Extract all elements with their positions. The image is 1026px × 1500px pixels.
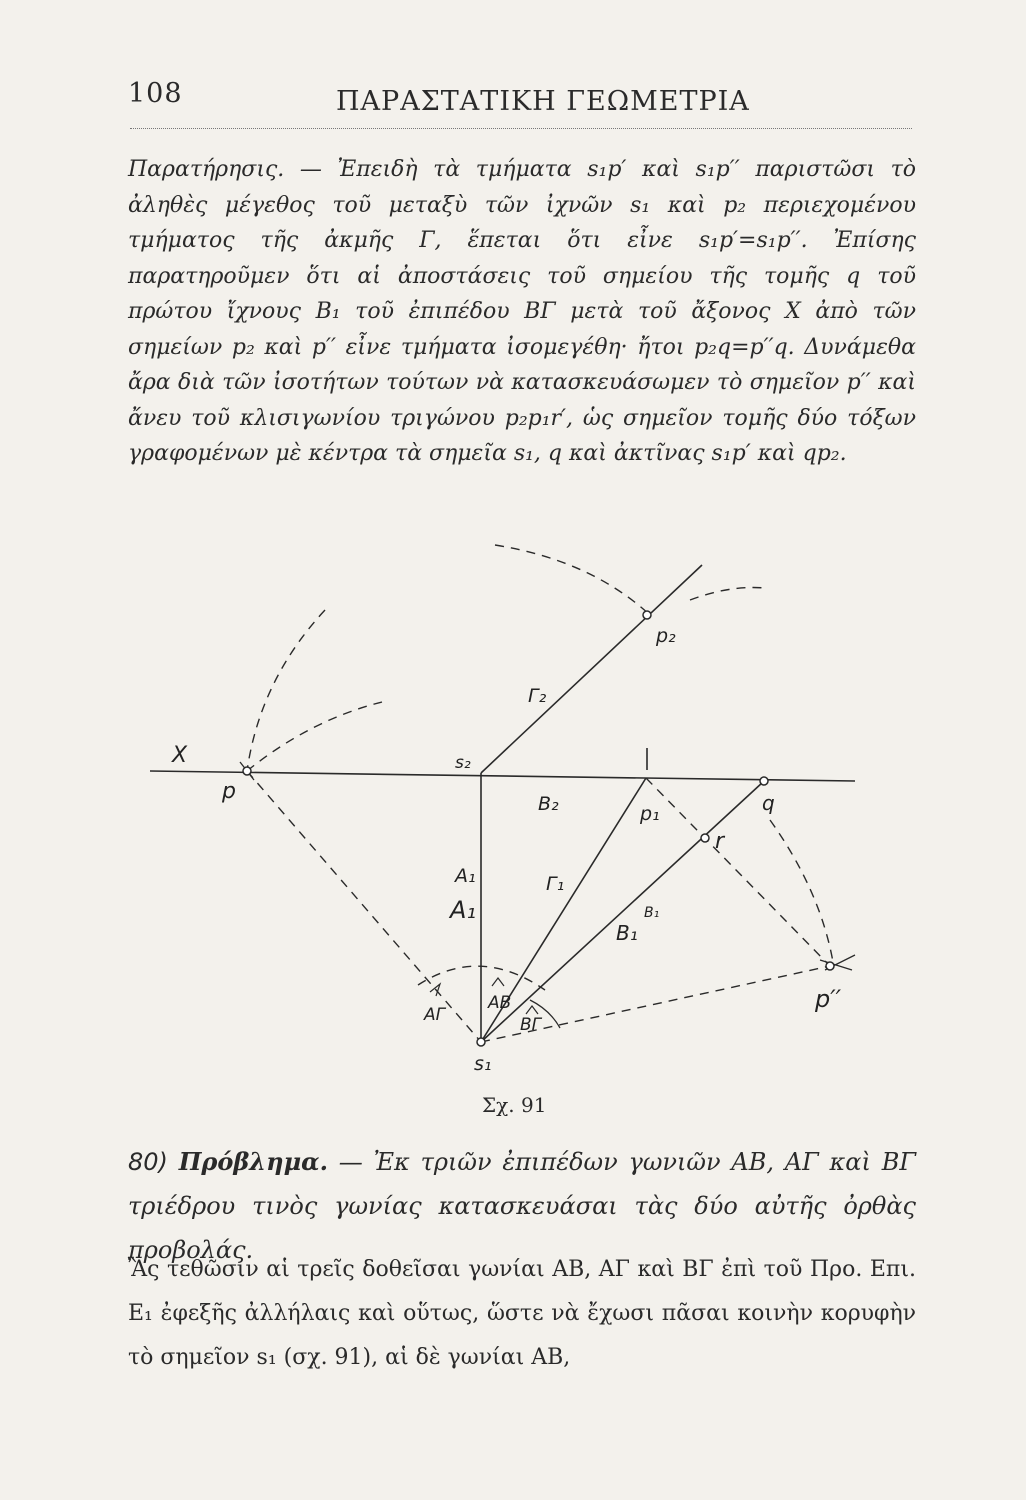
label-b1-a: B₁ xyxy=(616,921,638,945)
point-q xyxy=(760,777,768,785)
label-p1: p₁ xyxy=(640,803,660,825)
label-q: q xyxy=(762,791,775,815)
point-s1 xyxy=(477,1038,485,1046)
axis-x-line xyxy=(150,771,855,781)
arc-left-short xyxy=(247,702,382,771)
label-g1: Γ₁ xyxy=(546,873,565,895)
construction-diagram xyxy=(150,530,910,1090)
label-b1-b: B₁ xyxy=(644,905,660,921)
running-title: ΠΑΡΑΣΤΑΤΙΚΗ ΓΕΩΜΕΤΡΙΑ xyxy=(336,86,750,117)
label-b2: B₂ xyxy=(538,793,559,815)
header-rule xyxy=(130,128,912,129)
label-angle-bg: BΓ xyxy=(520,1015,542,1035)
arc-top xyxy=(495,545,650,615)
label-r: r xyxy=(715,829,725,854)
label-a1-lower: A₁ xyxy=(450,896,477,924)
point-r xyxy=(701,834,709,842)
label-g2: Γ₂ xyxy=(528,685,547,707)
arc-right xyxy=(690,588,765,601)
label-angle-ab: AB xyxy=(488,993,512,1013)
line-b1 xyxy=(481,782,763,1042)
problem-title: Πρόβλημα. xyxy=(178,1147,328,1176)
figure-caption: Σχ. 91 xyxy=(482,1093,547,1117)
label-pdd: p′′ xyxy=(815,985,842,1013)
page-number: 108 xyxy=(128,78,183,109)
hat-ab xyxy=(492,978,504,986)
point-p2 xyxy=(643,611,651,619)
problem-number: 80) xyxy=(128,1148,168,1176)
label-s1: s₁ xyxy=(474,1053,492,1075)
remark-text: — Ἐπειδὴ τὰ τμήματα s₁p′ καὶ s₁p′′ παριστῶσι τὸ ἀληθὲς μέγεθος τοῦ μεταξὺ τῶν ἰχνῶν s₁ καὶ p₂ περιεχομένου τμήματος τῆς ἀκμῆς Γ, ἕπεται ὅτι εἶνε s₁p′=s₁p′′. Ἐπίσης παρατηροῦμεν ὅτι αἱ ἀποστάσεις τοῦ σημείου τῆς τομῆς q τοῦ πρώτου ἴχνους B₁ τοῦ ἐπιπέδου BΓ μετὰ τοῦ ἄξονος X ἀπὸ τῶν σημείων p₂ καὶ p′′ εἶνε τμήματα ἰσομεγέθη· ἤτοι p₂q=p′′q. Δυνάμεθα ἄρα διὰ τῶν ἰσοτήτων τούτων νὰ κατασκευάσωμεν τὸ σημεῖον p′′ καὶ ἄνευ τοῦ κλισιγωνίου τριγώνου p₂p₁r′, ὡς σημεῖον τομῆς δύο τόξων γραφομένων μὲ κέντρα τὰ σημεῖα s₁, q καὶ ἀκτῖνας s₁p′ καὶ qp₂. xyxy=(128,157,916,466)
hat-ag xyxy=(430,984,440,996)
pdd-tick-2 xyxy=(820,960,852,970)
arc-pdd xyxy=(770,820,833,962)
figure-91 xyxy=(150,530,910,1090)
hat-bg xyxy=(526,1006,538,1014)
dashed-p-s1 xyxy=(247,771,481,1042)
problem-statement: — Ἐκ τριῶν ἐπιπέδων γωνιῶν AB, AΓ καὶ BΓ τριέδρου τινὸς γωνίας κατασκευάσαι τὰς δύο αὐτῆς ὀρθὰς προβολάς. xyxy=(128,1148,916,1264)
label-a1-upper: A₁ xyxy=(455,865,476,887)
point-pdd xyxy=(826,962,834,970)
problem-body: Ἂς τεθῶσιν αἱ τρεῖς δοθεῖσαι γωνίαι AB, AΓ καὶ BΓ ἐπὶ τοῦ Προ. Επι. E₁ ἐφεξῆς ἀλλήλαις καὶ οὕτως, ὥστε νὰ ἔχωσι πᾶσαι κοινὴν κορυφὴν τὸ σημεῖον s₁ (σχ. 91), αἱ δὲ γωνίαι AB, xyxy=(128,1257,916,1370)
remark-lead: Παρατήρησις. xyxy=(128,157,285,182)
point-p xyxy=(243,767,251,775)
label-p2: p₂ xyxy=(656,625,676,647)
dashed-p1-pdd xyxy=(646,778,830,966)
label-angle-ag: AΓ xyxy=(424,1005,446,1025)
remark-paragraph xyxy=(128,152,916,472)
label-x: X xyxy=(172,743,188,768)
label-p: p xyxy=(222,779,236,804)
trace-g2-line xyxy=(481,565,702,773)
arc-left xyxy=(247,610,325,771)
label-s2: s₂ xyxy=(455,753,471,773)
